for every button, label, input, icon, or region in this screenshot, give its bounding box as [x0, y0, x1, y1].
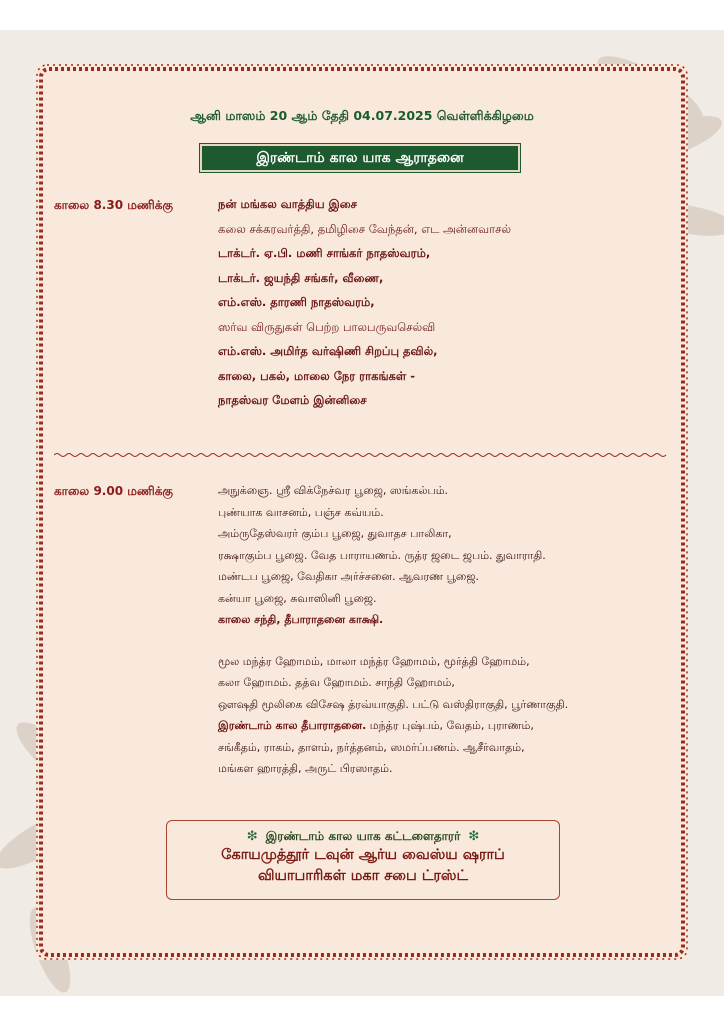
- session1-time: காலை 8.30 மணிக்கு: [54, 198, 173, 212]
- session2-line: மூல மந்த்ர ஹோமம், மாலா மந்த்ர ஹோமம், மூர்த்தி ஹோமம்,: [218, 654, 530, 668]
- line-rest: மந்த்ர புஷ்பம், வேதம், புராணம்,: [366, 719, 534, 732]
- session2-time: காலை 9.00 மணிக்கு: [54, 484, 173, 498]
- bottom-margin: [0, 996, 724, 1024]
- session2-line: அநுக்ஞை. ஸ்ரீ விக்நேச்வர பூஜை, ஸங்கல்பம்.: [218, 484, 449, 497]
- session2-line: அம்ருதேஸ்வரர் கும்ப பூஜை, துவாதச பாலிகா,: [218, 527, 452, 540]
- donor-heading-row: [167, 829, 559, 845]
- bold-prefix: இரண்டாம் கால தீபாராதனை.: [218, 719, 367, 732]
- session2-line: கலா ஹோமம். தத்வ ஹோமம். சாந்தி ஹோமம்,: [218, 676, 455, 689]
- donor-heading: இரண்டாம் கால யாக கட்டளைதாரர்: [265, 829, 461, 843]
- session1-line: எம்.எஸ். அமிர்த வர்ஷிணி சிறப்பு தவில்,: [218, 344, 438, 358]
- top-margin: [0, 0, 724, 30]
- session1-line: காலை, பகல், மாலை நேர ராகங்கள் -: [218, 368, 416, 383]
- donor-name-line1: கோயமுத்தூர் டவுன் ஆர்ய வைஸ்ய ஷராப்: [221, 847, 505, 863]
- session2-line: காலை சந்தி, தீபாராதனை காக்ஷி.: [218, 613, 384, 626]
- session1-line: நன் மங்கல வாத்திய இசை: [218, 197, 357, 211]
- session1-line: கலை சக்கரவர்த்தி, தமிழிசை வேந்தன், எட அன்னவாசல்: [218, 221, 512, 236]
- session2-lines: [218, 480, 568, 780]
- session1-line: டாக்டர். ஏ.பி. மணி சாங்கர் நாதஸ்வரம்,: [218, 246, 431, 260]
- star-icon: ❇: [468, 829, 480, 844]
- session1-line: ஸர்வ விருதுகள் பெற்ற பாலபருவசெல்வி: [218, 319, 436, 334]
- session1-line: நாதஸ்வர மேளம் இன்னிசை: [218, 393, 367, 407]
- header-date-line: ஆனி மாஸம் 20 ஆம் தேதி 04.07.2025 வெள்ளிக்கிழமை: [190, 108, 534, 123]
- section-title-banner: இரண்டாம் கால யாக ஆராதனை: [200, 144, 520, 172]
- session1-line: டாக்டர். ஜயந்தி சங்கர், வீணை,: [218, 270, 384, 285]
- session1-lines: [218, 192, 511, 413]
- paragraph-gap: [218, 631, 568, 651]
- session2-line: ஔஷதி மூலிகை விசேஷ த்ரவ்யாகுதி. பட்டு வஸ்திராகுதி, பூர்ணாகுதி.: [218, 697, 569, 711]
- session2-line-deeparadhana: [218, 715, 568, 737]
- session2-line: ரக்ஷாகும்ப பூஜை. வேத பாராயணம். ருத்ர ஜடை ஜபம். துவாராதி.: [218, 548, 546, 562]
- star-icon: ❇: [246, 829, 258, 844]
- donor-name-line2: வியாபாரிகள் மகா சபை ட்ரஸ்ட்: [257, 868, 469, 884]
- session1-line: எம்.எஸ். தாரணி நாதஸ்வரம்,: [218, 295, 375, 309]
- section-divider: [54, 452, 668, 458]
- session2-line: மங்கள ஹாரத்தி, அருட் பிரஸாதம்.: [218, 762, 393, 775]
- session2-line: சங்கீதம், ராகம், தாளம், நர்த்தனம், ஸமர்ப்பணம். ஆசீர்வாதம்,: [218, 740, 525, 754]
- session2-line: மண்டப பூஜை, வேதிகா அர்ச்சனை. ஆவரண பூஜை.: [218, 570, 480, 583]
- session2-line: கன்யா பூஜை, சுவாஸினி பூஜை.: [218, 591, 377, 605]
- session2-line: புண்யாக வாசனம், பஞ்ச கவ்யம்.: [218, 505, 384, 519]
- donor-box: [166, 820, 560, 900]
